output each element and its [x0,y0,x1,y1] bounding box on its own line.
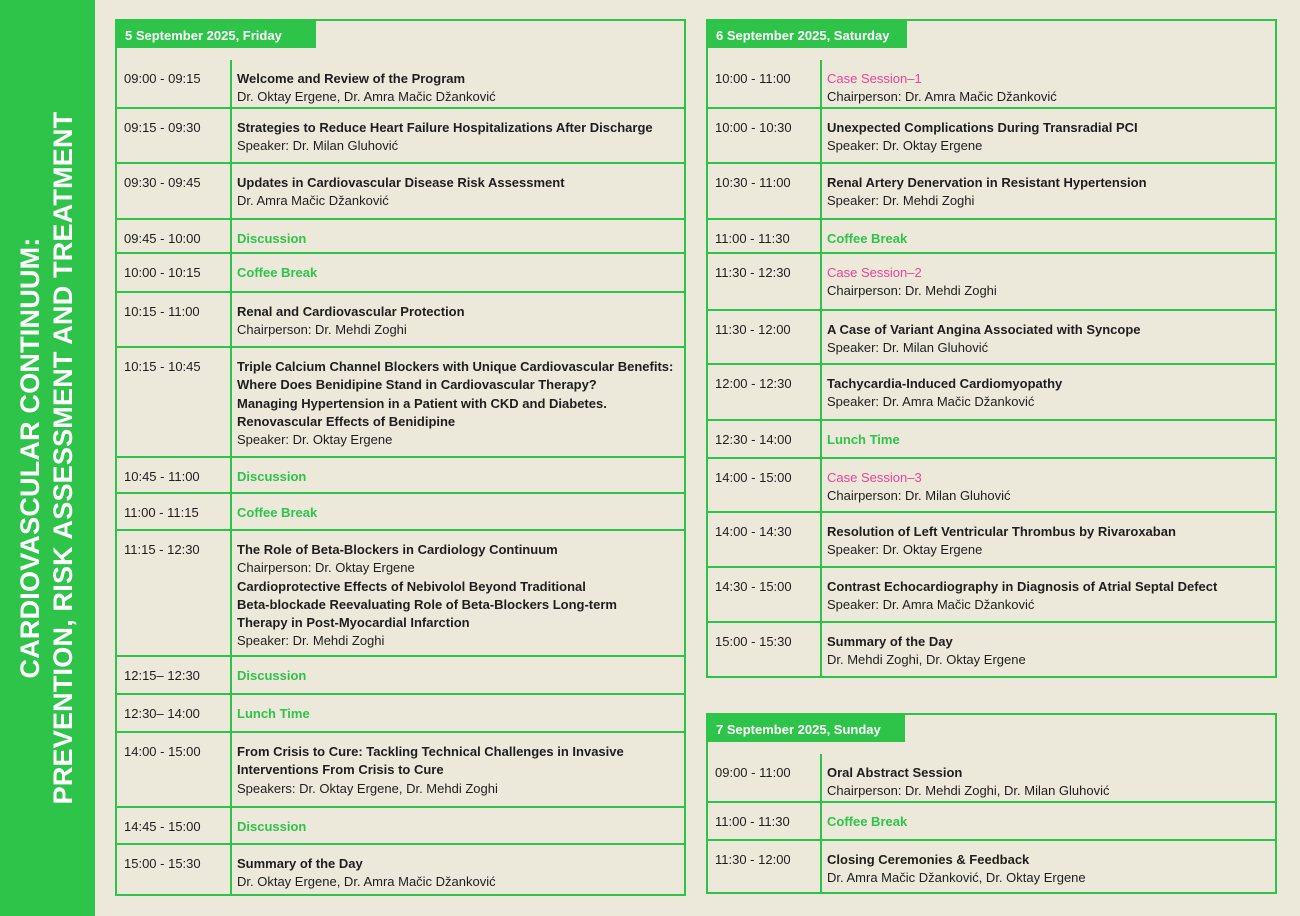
session-speaker: Chairperson: Dr. Mehdi Zoghi, Dr. Milan Gluhović [827,783,1110,799]
time-slot: 14:30 - 15:00 [715,579,792,594]
session-title: From Crisis to Cure: Tackling Technical Challenges in Invasive [237,744,624,759]
column-divider [230,845,232,896]
schedule-row [117,164,684,220]
time-slot: 10:15 - 10:45 [124,359,201,374]
session-details [237,264,678,282]
column-divider [230,531,232,655]
time-slot: 10:00 - 11:00 [715,71,791,86]
schedule-row [117,458,684,494]
session-details [237,855,678,892]
time-slot: 09:45 - 10:00 [124,231,201,246]
schedule-row [708,220,1275,254]
column-divider [230,109,232,162]
time-slot: 14:00 - 14:30 [715,524,792,539]
column-divider [230,293,232,346]
schedule-row [117,254,684,293]
session-speaker: Speaker: Dr. Mehdi Zoghi [237,633,385,649]
session-speaker: Speaker: Dr. Oktay Ergene [827,138,983,154]
session-details [827,119,1269,156]
column-divider [230,348,232,456]
column-divider [820,164,822,218]
schedule-row [708,365,1275,421]
break-label: Discussion [237,469,307,484]
schedule-row [117,293,684,348]
time-slot: 10:30 - 11:00 [715,175,791,190]
session-speaker: Chairperson: Dr. Oktay Ergene [237,560,415,576]
time-slot: 12:30 - 14:00 [715,432,792,447]
time-slot: 09:30 - 09:45 [124,175,201,190]
column-divider [820,841,822,894]
day-header: 7 September 2025, Sunday [708,715,905,742]
session-title: Therapy in Post-Myocardial Infarction [237,615,470,631]
break-label: Discussion [237,668,307,683]
column-divider [230,60,232,107]
time-slot: 10:15 - 11:00 [124,304,200,319]
day-header: 5 September 2025, Friday [117,21,316,48]
session-title: Oral Abstract Session [827,765,963,780]
session-title: Welcome and Review of the Program [237,71,466,86]
day-panel-saturday [706,19,1277,678]
day-header: 6 September 2025, Saturday [708,21,907,48]
schedule-row [117,657,684,695]
session-speaker: Speaker: Dr. Mehdi Zoghi [827,193,975,209]
schedule-row [708,254,1275,311]
schedule-row [708,311,1275,365]
session-details [237,174,678,211]
session-speaker: Chairperson: Dr. Mehdi Zoghi [827,283,997,299]
column-divider [820,421,822,457]
time-slot: 09:00 - 11:00 [715,765,791,780]
schedule-row [708,109,1275,164]
column-divider [820,109,822,162]
break-label: Coffee Break [237,505,318,520]
time-slot: 14:00 - 15:00 [124,744,201,759]
session-speaker: Speaker: Dr. Milan Gluhović [237,138,399,154]
time-slot: 11:00 - 11:30 [715,231,790,246]
time-slot: 09:15 - 09:30 [124,120,201,135]
session-details [827,174,1269,211]
time-slot: 10:00 - 10:15 [124,265,201,280]
schedule-row [708,754,1275,803]
session-title: Triple Calcium Channel Blockers with Unique Cardiovascular Benefits: [237,359,674,374]
time-slot: 15:00 - 15:30 [715,634,792,649]
schedule-row [708,421,1275,459]
session-speaker: Speaker: Dr. Oktay Ergene [827,542,983,558]
session-details [237,230,678,248]
session-speaker: Speakers: Dr. Oktay Ergene, Dr. Mehdi Zoghi [237,780,498,796]
session-title: Managing Hypertension in a Patient with CKD and Diabetes. [237,395,607,411]
session-speaker: Speaker: Dr. Milan Gluhović [827,340,989,356]
column-divider [230,695,232,731]
session-title: Renovascular Effects of Benidipine [237,413,456,429]
break-label: Lunch Time [827,432,900,447]
time-slot: 11:00 - 11:15 [124,505,199,520]
session-speaker: Speaker: Dr. Amra Mačic Džanković [827,394,1035,410]
schedule-row [708,459,1275,513]
schedule-row [708,841,1275,894]
session-title: Renal Artery Denervation in Resistant Hypertension [827,175,1147,190]
column-divider [230,164,232,218]
session-details [237,743,678,798]
program-title-line2: PREVENTION, RISK ASSESSMENT AND TREATMENT [48,111,78,805]
case-session-label: Case Session–1 [827,71,922,86]
session-speaker: Dr. Amra Mačic Džanković [237,193,389,209]
session-details [237,541,678,651]
session-title: Resolution of Left Ventricular Thrombus by Rivaroxaban [827,524,1176,539]
session-details [237,119,678,156]
column-divider [230,808,232,843]
schedule-row [117,348,684,458]
session-details [827,321,1269,358]
session-details [237,818,678,836]
session-details [827,523,1269,560]
time-slot: 14:45 - 15:00 [124,819,201,834]
sidebar [0,0,95,916]
day-panel-sunday [706,713,1277,894]
session-title: Strategies to Reduce Heart Failure Hospitalizations After Discharge [237,120,653,135]
column-divider [230,220,232,252]
session-details [827,469,1269,506]
column-divider [820,220,822,252]
session-details [827,578,1269,615]
session-speaker: Dr. Oktay Ergene, Dr. Amra Mačic Džanković [237,89,496,105]
schedule-row [117,808,684,845]
time-slot: 12:00 - 12:30 [715,376,792,391]
time-slot: 12:15– 12:30 [124,668,200,683]
session-title: Renal and Cardiovascular Protection [237,304,465,319]
session-speaker: Chairperson: Dr. Mehdi Zoghi [237,322,407,338]
session-details [827,375,1269,412]
column-divider [820,311,822,363]
session-details [827,70,1269,107]
session-speaker: Chairperson: Dr. Milan Gluhović [827,488,1011,504]
schedule-row [708,164,1275,220]
session-details [827,431,1269,449]
session-details [827,633,1269,670]
day-panel-friday [115,19,686,896]
session-title: Summary of the Day [827,634,953,649]
session-title: The Role of Beta-Blockers in Cardiology Continuum [237,542,558,557]
session-details [237,303,678,340]
column-divider [820,803,822,839]
schedule-row [708,568,1275,623]
session-details [827,851,1269,888]
column-divider [820,60,822,107]
column-divider [820,754,822,801]
schedule-row [117,695,684,733]
column-divider [230,733,232,806]
session-title: Summary of the Day [237,856,363,871]
time-slot: 12:30– 14:00 [124,706,200,721]
time-slot: 10:45 - 11:00 [124,469,200,484]
session-speaker: Dr. Amra Mačic Džanković, Dr. Oktay Ergene [827,870,1086,886]
schedule-row [117,845,684,896]
column-divider [820,459,822,511]
schedule-row [117,494,684,531]
break-label: Coffee Break [827,231,908,246]
time-slot: 11:00 - 11:30 [715,814,790,829]
session-speaker: Dr. Oktay Ergene, Dr. Amra Mačic Džanković [237,874,496,890]
time-slot: 11:15 - 12:30 [124,542,200,557]
session-details [237,70,678,107]
session-speaker: Speaker: Dr. Amra Mačic Džanković [827,597,1035,613]
column-divider [230,657,232,693]
column-divider [230,254,232,291]
session-details [237,504,678,522]
schedule-row [708,513,1275,568]
session-details [827,813,1269,831]
break-label: Discussion [237,231,307,246]
session-title: Cardioprotective Effects of Nebivolol Beyond Traditional [237,578,586,594]
schedule-row [117,109,684,164]
column-divider [820,568,822,621]
session-details [827,764,1269,801]
time-slot: 11:30 - 12:00 [715,852,791,867]
schedule-row [708,60,1275,109]
session-speaker: Chairperson: Dr. Amra Mačic Džanković [827,89,1057,105]
session-title: Where Does Benidipine Stand in Cardiovascular Therapy? [237,377,597,393]
schedule-row [117,220,684,254]
session-speaker: Speaker: Dr. Oktay Ergene [237,432,393,448]
session-title: Closing Ceremonies & Feedback [827,852,1030,867]
break-label: Lunch Time [237,706,310,721]
column-divider [820,513,822,566]
schedule-row [117,60,684,109]
session-details [237,705,678,723]
time-slot: 11:30 - 12:30 [715,265,791,280]
time-slot: 14:00 - 15:00 [715,470,792,485]
session-details [237,667,678,685]
schedule-row [117,531,684,657]
session-details [827,264,1269,301]
program-title [14,112,80,805]
session-title: A Case of Variant Angina Associated with Syncope [827,322,1141,337]
column-divider [820,254,822,309]
session-details [237,358,678,449]
schedule-row [117,733,684,808]
column-divider [230,494,232,529]
session-title: Updates in Cardiovascular Disease Risk Assessment [237,175,565,190]
time-slot: 09:00 - 09:15 [124,71,201,86]
session-title: Interventions From Crisis to Cure [237,762,444,778]
program-title-line1: CARDIOVASCULAR CONTINUUM: [15,237,45,679]
time-slot: 15:00 - 15:30 [124,856,201,871]
schedule-row [708,623,1275,678]
session-details [827,230,1269,248]
schedule-row [708,803,1275,841]
break-label: Coffee Break [827,814,908,829]
case-session-label: Case Session–2 [827,265,922,280]
break-label: Discussion [237,819,307,834]
session-speaker: Dr. Mehdi Zoghi, Dr. Oktay Ergene [827,652,1026,668]
case-session-label: Case Session–3 [827,470,922,485]
column-divider [820,365,822,419]
session-title: Unexpected Complications During Transradial PCI [827,120,1138,135]
column-divider [230,458,232,492]
session-title: Tachycardia-Induced Cardiomyopathy [827,376,1063,391]
column-divider [820,623,822,678]
session-title: Contrast Echocardiography in Diagnosis of Atrial Septal Defect [827,579,1218,594]
time-slot: 11:30 - 12:00 [715,322,791,337]
session-details [237,468,678,486]
time-slot: 10:00 - 10:30 [715,120,792,135]
session-title: Beta-blockade Reevaluating Role of Beta-Blockers Long-term [237,596,617,612]
break-label: Coffee Break [237,265,318,280]
